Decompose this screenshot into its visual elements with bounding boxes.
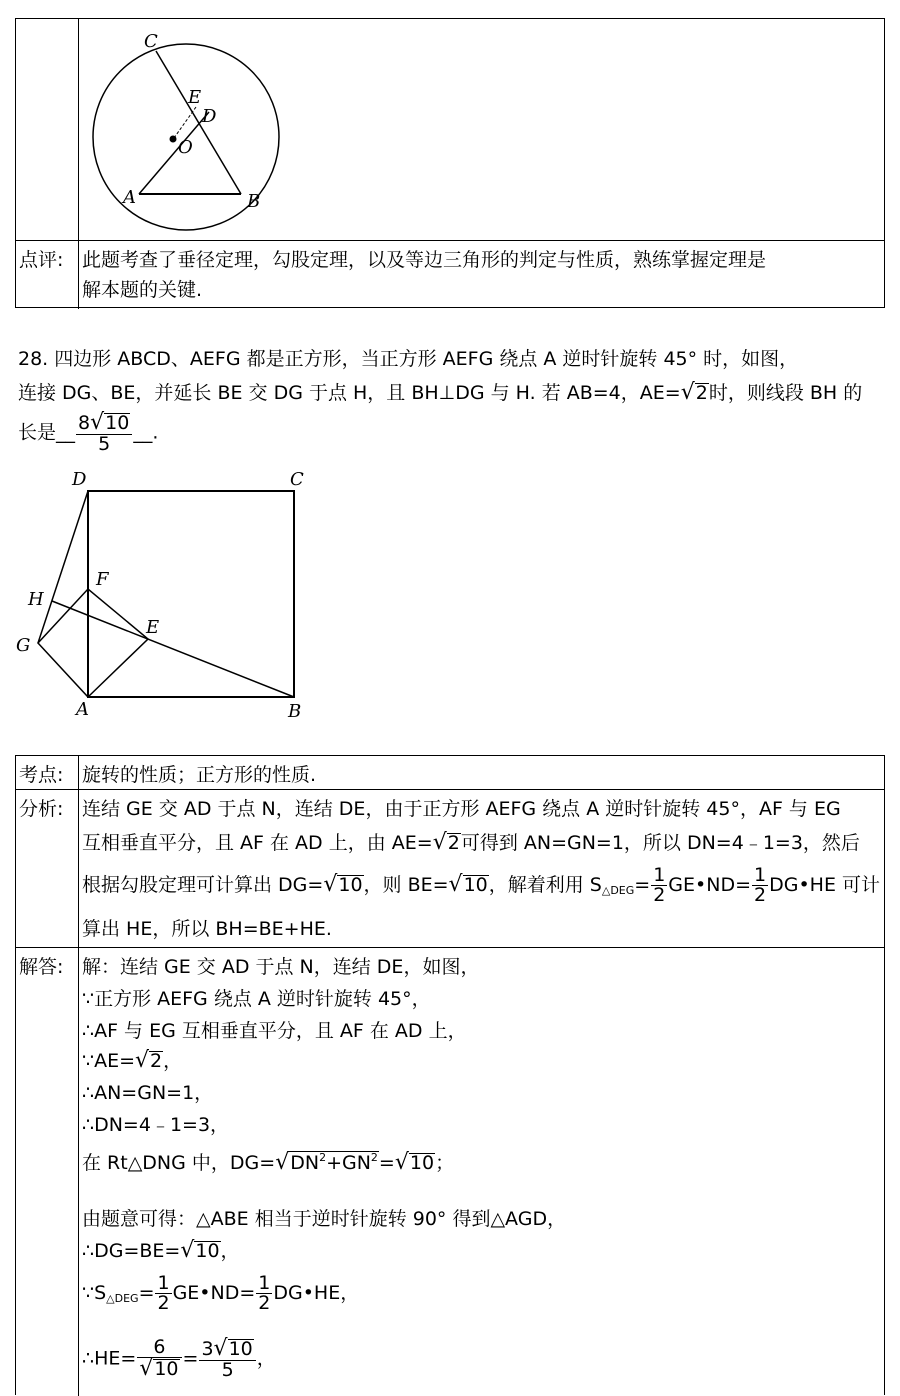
chord-cb [156,51,241,194]
top-table [15,18,885,308]
fenxi-row: 分析: 连结 GE 交 AD 于点 N，连结 DE，由于正方形 AEFG 绕点 A 逆时针旋转 45°，AF 与 EG 互相垂直平分，且 AF 在 AD 上，由 AE=√2可得到 AN=GN=1，所以 DN=4﹣1=3，然后 根据勾股定理可计算出 DG=√10，则 BE=√10，解着利用 $S_{\triangle DEG}=$ $\frac{1}{2}$ GE•ND= $\frac{1}{2}$ DG•HE 可计 算出 HE，所以 BH=BE+HE. [16,790,884,948]
label-e: E [188,87,202,108]
segment-dg [38,491,88,643]
question-line3: 长是__ $\frac{8√10}{5}$ __. [18,410,159,455]
label-h: H [28,589,44,610]
comment-row [16,241,884,309]
label-a: A [123,187,136,208]
label-c: C [144,31,158,52]
question-line1 [18,344,888,371]
circle-figure [78,19,338,241]
label-a: A [76,699,89,720]
analysis-table [15,755,885,1395]
kaodian-text: 旋转的性质；正方形的性质. [82,764,317,786]
label-b: B [247,191,261,212]
dashed-oe [174,107,196,138]
figure-row [16,19,884,241]
comment-line2: 解本题的关键. [82,279,203,301]
comment-line1: 此题考查了垂径定理，勾股定理，以及等边三角形的判定与性质，熟练掌握定理是 [82,249,767,271]
square-aefg [38,589,148,697]
label-e: E [146,617,160,638]
question-number: 28. [18,348,49,370]
comment-label: 点评: [19,249,64,271]
label-o: O [178,137,193,158]
label-f: F [96,569,109,590]
label-g: G [16,635,31,656]
segment-ad [139,112,209,194]
answer-fraction: $\frac{8√10}{5}$ [76,412,132,454]
label-d: D [72,469,87,490]
kaodian-row: 考点: 旋转的性质；正方形的性质. [16,756,884,790]
squares-figure [10,465,350,725]
label-b: B [288,701,302,722]
comment-text [82,245,880,305]
jieda-row: 解答: 解：连结 GE 交 AD 于点 N，连结 DE，如图， ∵正方形 AEFG 绕点 A 逆时针旋转 45°， ∴AF 与 EG 互相垂直平分，且 AF 在 AD 上， ∵AE=√2， ∴AN=GN=1， ∴DN=4﹣1=3， 在 Rt△DNG 中，$DG=√DN^2+GN^2=√10$； 由题意可得：△ABE 相当于逆时针旋转 90° 得到△AGD， ∴DG=BE=√10， $\because S_{\triangle DEG}=$ $\frac{1}{2}$ GE•ND= $\frac{1}{2}$ DG•HE， ∴HE= $\frac{6}{√10}$ = $\frac{3√10}{5}$ ， [16,948,884,1396]
label-c: C [290,469,304,490]
label-d: D [202,106,217,127]
center-o [170,136,177,143]
question-line2: 连接 DG、BE，并延长 BE 交 DG 于点 H，且 BH⊥DG 与 H. 若 AB=4，AE=√2时，则线段 BH 的 [18,380,863,405]
question-text-1: 四边形 ABCD、AEFG 都是正方形，当正方形 AEFG 绕点 A 逆时针旋转 45° 时，如图， [54,348,799,370]
